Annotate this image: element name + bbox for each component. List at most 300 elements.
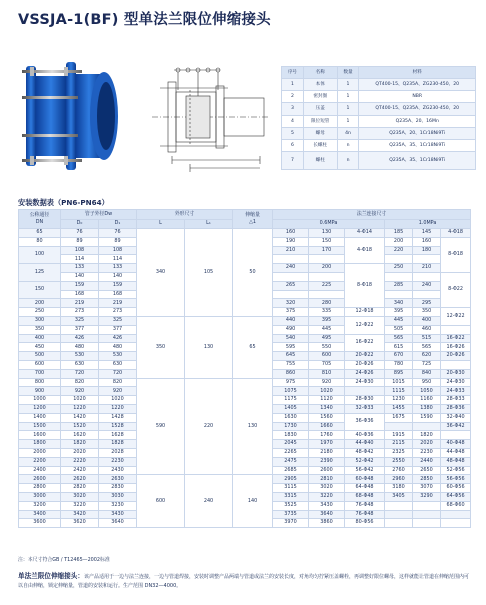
flange-d-cell: 3315 xyxy=(273,492,309,501)
stroke-cell: 140 xyxy=(233,475,273,528)
materials-cell: 长螺柱 xyxy=(303,139,337,151)
flange-d-cell: 3115 xyxy=(273,484,309,493)
flange-d1-cell: 240 xyxy=(413,281,441,290)
od-cell: 920 xyxy=(99,387,137,396)
dn-cell: 80 xyxy=(19,237,61,246)
flange-d-cell: 860 xyxy=(273,369,309,378)
materials-cell: 1 xyxy=(337,115,359,127)
flange-d-cell: 1075 xyxy=(273,387,309,396)
flange-d1-cell: 170 xyxy=(309,246,345,255)
materials-cell: 1 xyxy=(337,103,359,115)
bolt-cell: 32-Φ40 xyxy=(441,413,471,422)
flange-d-cell xyxy=(385,290,413,299)
od-cell: 89 xyxy=(99,237,137,246)
bolt-cell: 32-Φ33 xyxy=(345,404,385,413)
dn-cell: 1800 xyxy=(19,440,61,449)
flange-d-cell xyxy=(385,501,413,510)
od-cell: 720 xyxy=(99,369,137,378)
materials-cell: Q235A、20、16Mn xyxy=(359,115,476,127)
flange-d1-cell: 515 xyxy=(413,334,441,343)
bolt-cell: 16-Φ22 xyxy=(345,334,385,352)
od-cell: 273 xyxy=(99,308,137,317)
bolt-cell: 76-Φ48 xyxy=(345,510,385,519)
header-flange: 法兰连接尺寸 xyxy=(273,210,471,220)
length-cell: 340 xyxy=(137,229,185,317)
flange-d-cell: 755 xyxy=(273,360,309,369)
flange-d1-cell: 210 xyxy=(413,264,441,273)
dn-cell: 1600 xyxy=(19,431,61,440)
flange-d1-cell: 3860 xyxy=(309,519,345,528)
materials-cell: 螺柱 xyxy=(303,152,337,170)
bolt-cell xyxy=(345,387,385,396)
dn-cell: 2800 xyxy=(19,484,61,493)
flange-d1-cell: 1160 xyxy=(413,396,441,405)
table-row xyxy=(19,475,471,484)
od-cell: 108 xyxy=(61,246,99,255)
flange-d1-cell: 3020 xyxy=(309,484,345,493)
dn-cell: 250 xyxy=(19,308,61,317)
flange-d1-cell: 130 xyxy=(309,229,345,238)
od-cell: 140 xyxy=(61,272,99,281)
dn-cell: 200 xyxy=(19,299,61,308)
od-cell: 1428 xyxy=(99,413,137,422)
flange-d1-cell: 1970 xyxy=(309,440,345,449)
od-cell: 114 xyxy=(99,255,137,264)
flange-d-cell: 200 xyxy=(385,237,413,246)
bolt-cell: 4-Φ14 xyxy=(345,229,385,238)
flange-d-cell: 1830 xyxy=(273,431,309,440)
bolt-cell xyxy=(441,510,471,519)
flange-d1-cell xyxy=(413,422,441,431)
dn-cell: 300 xyxy=(19,316,61,325)
bolt-cell: 24-Φ30 xyxy=(345,378,385,387)
flange-d-cell: 240 xyxy=(273,264,309,273)
flange-d-cell: 320 xyxy=(273,299,309,308)
flange-d1-cell: 3430 xyxy=(309,501,345,510)
od-cell: 720 xyxy=(61,369,99,378)
flange-d1-cell: 2440 xyxy=(413,457,441,466)
od-cell: 1820 xyxy=(61,440,99,449)
flange-d1-cell: 1340 xyxy=(309,404,345,413)
flange-d-cell: 2905 xyxy=(273,475,309,484)
length-cell: 105 xyxy=(185,229,233,317)
flange-d1-cell: 2020 xyxy=(413,440,441,449)
flange-d-cell: 975 xyxy=(273,378,309,387)
footer-description xyxy=(18,572,473,590)
flange-d1-cell: 725 xyxy=(413,360,441,369)
dn-cell: 1400 xyxy=(19,413,61,422)
flange-d-cell xyxy=(273,290,309,299)
dn-cell: 1000 xyxy=(19,396,61,405)
materials-cell: 2 xyxy=(282,91,304,103)
header-stroke: 伸缩量 △1 xyxy=(233,210,273,229)
od-cell: 3220 xyxy=(61,501,99,510)
materials-cell: QT400-15、Q235A、ZG230-450、20 xyxy=(359,79,476,91)
dn-cell: 125 xyxy=(19,264,61,282)
materials-cell: QT400-15、Q235A、ZG230-450、20 xyxy=(359,103,476,115)
od-cell: 1828 xyxy=(99,440,137,449)
flange-d1-cell: 145 xyxy=(413,229,441,238)
materials-header: 数量 xyxy=(337,67,359,79)
od-cell: 1420 xyxy=(61,413,99,422)
dn-cell: 3200 xyxy=(19,501,61,510)
flange-d-cell: 250 xyxy=(385,264,413,273)
bolt-cell xyxy=(441,519,471,528)
materials-cell: 4 xyxy=(282,115,304,127)
flange-d1-cell: 3220 xyxy=(309,492,345,501)
materials-cell: 6 xyxy=(282,139,304,151)
flange-d1-cell: 3640 xyxy=(309,510,345,519)
od-cell: 133 xyxy=(61,264,99,273)
flange-d1-cell xyxy=(413,519,441,528)
dn-cell: 2200 xyxy=(19,457,61,466)
od-cell: 2420 xyxy=(61,466,99,475)
dn-cell: 100 xyxy=(19,246,61,264)
flange-d1-cell: 1120 xyxy=(309,396,345,405)
flange-d-cell: 540 xyxy=(273,334,309,343)
od-cell: 1220 xyxy=(61,404,99,413)
bolt-cell: 20-Φ26 xyxy=(345,360,385,369)
flange-d1-cell: 550 xyxy=(309,343,345,352)
flange-d1-cell: 2180 xyxy=(309,448,345,457)
flange-d1-cell: 705 xyxy=(309,360,345,369)
flange-d-cell: 340 xyxy=(385,299,413,308)
dn-cell: 350 xyxy=(19,325,61,334)
flange-d-cell: 2475 xyxy=(273,457,309,466)
flange-d-cell: 1115 xyxy=(385,387,413,396)
page-title: VSSJA-1(BF) 型单法兰限位伸缩接头 xyxy=(18,12,271,28)
flange-d-cell: 1175 xyxy=(273,396,309,405)
flange-d1-cell xyxy=(413,272,441,281)
bolt-cell: 44-Φ40 xyxy=(345,440,385,449)
flange-d1-cell xyxy=(309,255,345,264)
flange-d1-cell xyxy=(309,272,345,281)
materials-cell: NBR xyxy=(359,91,476,103)
bolt-cell xyxy=(441,325,471,334)
length-cell: 600 xyxy=(137,475,185,528)
bolt-cell xyxy=(441,360,471,369)
flange-d1-cell: 400 xyxy=(413,316,441,325)
flange-d-cell: 2760 xyxy=(385,466,413,475)
flange-d-cell xyxy=(385,510,413,519)
materials-cell: n xyxy=(337,139,359,151)
od-cell: 3230 xyxy=(99,501,137,510)
install-body xyxy=(19,229,471,528)
flange-d1-cell: 280 xyxy=(309,299,345,308)
od-cell: 114 xyxy=(61,255,99,264)
materials-cell: 限位短管 xyxy=(303,115,337,127)
flange-d1-cell: 2850 xyxy=(413,475,441,484)
bolt-cell: 80-Φ56 xyxy=(345,519,385,528)
header-l: L xyxy=(137,219,185,229)
bolt-cell: 16-Φ26 xyxy=(441,343,471,352)
bolt-cell: 8-Φ18 xyxy=(345,264,385,308)
od-cell: 2830 xyxy=(99,484,137,493)
flange-d-cell: 265 xyxy=(273,281,309,290)
dn-cell: 450 xyxy=(19,343,61,352)
materials-cell: 1 xyxy=(337,91,359,103)
flange-d-cell: 1730 xyxy=(273,422,309,431)
bolt-cell: 52-Φ42 xyxy=(345,457,385,466)
header-dn: 公称通径 DN xyxy=(19,210,61,229)
bolt-cell: 48-Φ42 xyxy=(345,448,385,457)
flange-d-cell: 565 xyxy=(385,334,413,343)
flange-d1-cell: 2600 xyxy=(309,466,345,475)
bolt-cell: 64-Φ48 xyxy=(345,484,385,493)
dn-cell: 150 xyxy=(19,281,61,299)
flange-d1-cell: 1760 xyxy=(309,431,345,440)
flange-d-cell: 645 xyxy=(273,352,309,361)
od-cell: 1620 xyxy=(61,431,99,440)
footer-text: 该产品适用于一边与法兰连接，一边与管道焊接，安装时调整产品两端与管道或法兰的安装长度，对角均匀拧紧压盖螺栓，再调整好限位螺母，这样就能让管道在伸缩范围内可以自由伸缩，锁定伸缩量，管道的安装和运行。生产范围 DN32—4000。 xyxy=(18,574,469,589)
flange-d-cell: 780 xyxy=(385,360,413,369)
materials-body xyxy=(282,79,476,170)
od-cell: 630 xyxy=(99,360,137,369)
header-d1: D₁ xyxy=(99,219,137,229)
od-cell: 480 xyxy=(99,343,137,352)
bolt-cell: 68-Φ48 xyxy=(345,492,385,501)
dn-cell: 500 xyxy=(19,352,61,361)
flange-d1-cell: 200 xyxy=(309,264,345,273)
flange-d-cell: 3970 xyxy=(273,519,309,528)
dn-cell: 900 xyxy=(19,387,61,396)
flange-d-cell: 3735 xyxy=(273,510,309,519)
flange-d1-cell: 620 xyxy=(413,352,441,361)
stroke-cell: 65 xyxy=(233,316,273,378)
bolt-cell: 36-Φ36 xyxy=(345,413,385,431)
od-cell: 325 xyxy=(61,316,99,325)
product-image xyxy=(18,56,130,176)
od-cell: 140 xyxy=(99,272,137,281)
flange-d1-cell xyxy=(413,501,441,510)
od-cell: 3640 xyxy=(99,519,137,528)
od-cell: 2820 xyxy=(61,484,99,493)
od-cell: 325 xyxy=(99,316,137,325)
flange-d-cell: 3405 xyxy=(385,492,413,501)
bolt-cell: 52-Φ56 xyxy=(441,466,471,475)
od-cell: 820 xyxy=(99,378,137,387)
flange-d1-cell xyxy=(413,290,441,299)
flange-d-cell: 1630 xyxy=(273,413,309,422)
flange-d1-cell: 3290 xyxy=(413,492,441,501)
materials-header: 名称 xyxy=(303,67,337,79)
od-cell: 377 xyxy=(61,325,99,334)
flange-d-cell: 490 xyxy=(273,325,309,334)
bolt-cell xyxy=(441,431,471,440)
table-row xyxy=(19,378,471,387)
od-cell: 3020 xyxy=(61,492,99,501)
length-cell: 240 xyxy=(185,475,233,528)
bolt-cell: 20-Φ22 xyxy=(345,352,385,361)
od-cell: 1020 xyxy=(99,396,137,405)
materials-cell: 压盖 xyxy=(303,103,337,115)
dn-cell: 65 xyxy=(19,229,61,238)
od-cell: 219 xyxy=(61,299,99,308)
od-cell: 2230 xyxy=(99,457,137,466)
bolt-cell: 64-Φ56 xyxy=(441,492,471,501)
install-table xyxy=(18,209,471,528)
od-cell: 2630 xyxy=(99,475,137,484)
stroke-cell: 50 xyxy=(233,229,273,317)
materials-cell: Q235A、35、1Cr18Ni9Ti xyxy=(359,152,476,170)
flange-d1-cell: 1020 xyxy=(309,387,345,396)
od-cell: 89 xyxy=(61,237,99,246)
bolt-cell: 28-Φ30 xyxy=(345,396,385,405)
materials-cell: 本体 xyxy=(303,79,337,91)
od-cell: 2430 xyxy=(99,466,137,475)
flange-d-cell: 2115 xyxy=(385,440,413,449)
flange-d-cell: 2550 xyxy=(385,457,413,466)
flange-d1-cell: 335 xyxy=(309,308,345,317)
materials-cell: 螺母 xyxy=(303,127,337,139)
flange-d1-cell: 2390 xyxy=(309,457,345,466)
od-cell: 920 xyxy=(61,387,99,396)
materials-cell: 1 xyxy=(337,79,359,91)
flange-d-cell: 595 xyxy=(273,343,309,352)
od-cell: 2220 xyxy=(61,457,99,466)
dn-cell: 2600 xyxy=(19,475,61,484)
flange-d-cell: 2325 xyxy=(385,448,413,457)
length-cell: 350 xyxy=(137,316,185,378)
flange-d-cell: 2265 xyxy=(273,448,309,457)
od-cell: 3620 xyxy=(61,519,99,528)
flange-d1-cell: 495 xyxy=(309,334,345,343)
flange-d1-cell: 600 xyxy=(309,352,345,361)
dn-cell: 1200 xyxy=(19,404,61,413)
flange-d1-cell: 295 xyxy=(413,299,441,308)
od-cell: 159 xyxy=(61,281,99,290)
od-cell: 630 xyxy=(61,360,99,369)
od-cell: 1220 xyxy=(99,404,137,413)
od-cell: 159 xyxy=(99,281,137,290)
flange-d1-cell: 1050 xyxy=(413,387,441,396)
materials-row xyxy=(282,115,476,127)
header-pressure-06: 0.6MPa xyxy=(273,219,385,229)
od-cell: 1628 xyxy=(99,431,137,440)
bolt-cell: 8-Φ22 xyxy=(441,272,471,307)
flange-d-cell: 210 xyxy=(273,246,309,255)
flange-d1-cell: 2650 xyxy=(413,466,441,475)
od-cell: 3430 xyxy=(99,510,137,519)
flange-d1-cell: 565 xyxy=(413,343,441,352)
dn-cell: 400 xyxy=(19,334,61,343)
standard-note: 注：本尺寸符合GB / T12465—2002标准 xyxy=(18,557,110,563)
flange-d-cell: 1015 xyxy=(385,378,413,387)
flange-d-cell xyxy=(273,255,309,264)
materials-cell: 4n xyxy=(337,127,359,139)
od-cell: 168 xyxy=(61,290,99,299)
materials-cell: 1 xyxy=(282,79,304,91)
flange-d-cell: 1675 xyxy=(385,413,413,422)
od-cell: 76 xyxy=(99,229,137,238)
materials-cell: Q235A、35、1Cr18Ni9Ti xyxy=(359,139,476,151)
od-cell: 2028 xyxy=(99,448,137,457)
od-cell: 377 xyxy=(99,325,137,334)
materials-cell: 7 xyxy=(282,152,304,170)
flange-d-cell: 895 xyxy=(385,369,413,378)
header-d0: D₀ xyxy=(61,219,99,229)
flange-d-cell: 190 xyxy=(273,237,309,246)
materials-cell: 密封圈 xyxy=(303,91,337,103)
od-cell: 168 xyxy=(99,290,137,299)
flange-d-cell xyxy=(385,519,413,528)
length-cell: 130 xyxy=(185,316,233,378)
bolt-cell: 48-Φ48 xyxy=(441,457,471,466)
bolt-cell: 60-Φ56 xyxy=(441,484,471,493)
materials-row xyxy=(282,152,476,170)
od-cell: 1528 xyxy=(99,422,137,431)
flange-d-cell: 445 xyxy=(385,316,413,325)
dn-cell: 2400 xyxy=(19,466,61,475)
flange-d1-cell: 920 xyxy=(309,378,345,387)
dn-cell: 3000 xyxy=(19,492,61,501)
od-cell: 76 xyxy=(61,229,99,238)
od-cell: 820 xyxy=(61,378,99,387)
flange-d1-cell: 1820 xyxy=(413,431,441,440)
materials-cell: Q235A、20、1Cr18Ni9Ti xyxy=(359,127,476,139)
flange-d1-cell: 1590 xyxy=(413,413,441,422)
flange-d1-cell xyxy=(413,510,441,519)
od-cell: 1520 xyxy=(61,422,99,431)
od-cell: 219 xyxy=(99,299,137,308)
flange-d1-cell: 2810 xyxy=(309,475,345,484)
bolt-cell: 20-Φ26 xyxy=(441,352,471,361)
flange-d-cell: 505 xyxy=(385,325,413,334)
bolt-cell: 68-Φ60 xyxy=(441,501,471,510)
length-cell: 220 xyxy=(185,378,233,475)
bolt-cell: 20-Φ30 xyxy=(441,369,471,378)
od-cell: 426 xyxy=(99,334,137,343)
table-row xyxy=(19,229,471,238)
flange-d1-cell: 350 xyxy=(413,308,441,317)
materials-row xyxy=(282,139,476,151)
od-cell: 530 xyxy=(99,352,137,361)
flange-d1-cell: 445 xyxy=(309,325,345,334)
materials-row xyxy=(282,103,476,115)
bolt-cell: 36-Φ42 xyxy=(441,422,471,431)
flange-d-cell: 2960 xyxy=(385,475,413,484)
flange-d-cell: 285 xyxy=(385,281,413,290)
flange-d1-cell xyxy=(309,290,345,299)
flange-d1-cell: 180 xyxy=(413,246,441,255)
materials-header: 材料 xyxy=(359,67,476,79)
bolt-cell: 16-Φ22 xyxy=(441,334,471,343)
flange-d-cell: 185 xyxy=(385,229,413,238)
bolt-cell: 12-Φ22 xyxy=(345,316,385,334)
od-cell: 530 xyxy=(61,352,99,361)
od-cell: 108 xyxy=(99,246,137,255)
flange-d-cell: 3180 xyxy=(385,484,413,493)
flange-d-cell xyxy=(385,422,413,431)
flange-d-cell: 220 xyxy=(385,246,413,255)
flange-d1-cell: 460 xyxy=(413,325,441,334)
dn-cell: 600 xyxy=(19,360,61,369)
flange-d-cell: 1405 xyxy=(273,404,309,413)
od-cell: 133 xyxy=(99,264,137,273)
od-cell: 480 xyxy=(61,343,99,352)
header-pressure-10: 1.0MPa xyxy=(385,219,471,229)
bolt-cell: 12-Φ22 xyxy=(441,308,471,326)
flange-d1-cell: 2230 xyxy=(413,448,441,457)
flange-d-cell: 615 xyxy=(385,343,413,352)
dn-cell: 800 xyxy=(19,378,61,387)
bolt-cell: 56-Φ56 xyxy=(441,475,471,484)
materials-row xyxy=(282,79,476,91)
length-cell: 590 xyxy=(137,378,185,475)
flange-d1-cell: 3070 xyxy=(413,484,441,493)
bolt-cell: 40-Φ36 xyxy=(345,431,385,440)
flange-d1-cell: 225 xyxy=(309,281,345,290)
